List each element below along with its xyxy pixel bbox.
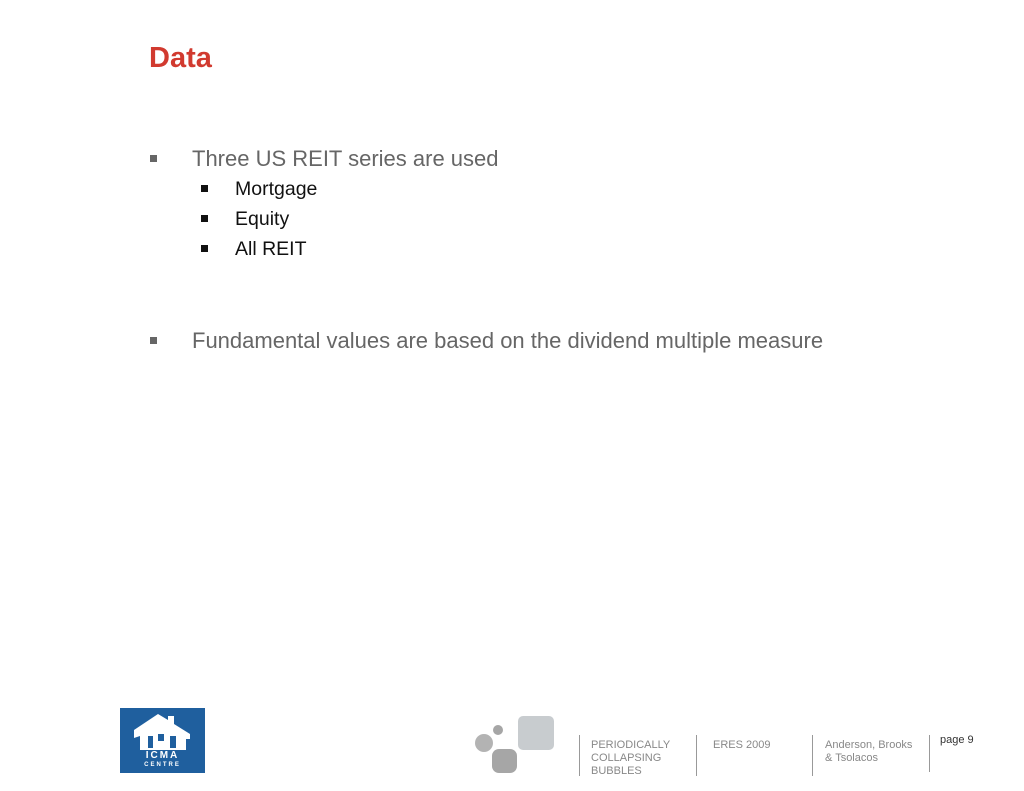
- bullet-list: [149, 144, 969, 356]
- footer-topic-line: BUBBLES: [591, 765, 642, 777]
- sub-bullet-text: Equity: [235, 208, 290, 230]
- footer-divider: [929, 735, 930, 772]
- building-icon: [120, 708, 205, 753]
- footer-divider: [696, 735, 697, 776]
- footer-divider: [812, 735, 813, 776]
- footer-authors: [825, 739, 912, 765]
- footer-authors-line: Anderson, Brooks: [825, 739, 913, 751]
- logo-text: ICMA: [145, 750, 180, 761]
- footer-divider: [579, 735, 580, 776]
- footer-topic: [591, 739, 670, 778]
- sub-bullet-text: Mortgage: [235, 178, 318, 200]
- page-number: page 9: [940, 734, 974, 746]
- sub-bullet-item: [149, 234, 969, 264]
- sub-bullet-item: [149, 204, 969, 234]
- bullet-text: Three US REIT series are used: [192, 146, 499, 171]
- square-bullet-icon: [201, 215, 208, 222]
- decorative-circles-icon: [474, 715, 556, 775]
- square-bullet-icon: [201, 245, 208, 252]
- icma-centre-logo: [120, 708, 205, 773]
- slide-title: Data: [149, 42, 212, 74]
- footer-topic-line: PERIODICALLY: [591, 739, 671, 751]
- bullet-item: [149, 326, 969, 356]
- logo-subtext: CENTRE: [144, 762, 181, 768]
- bullet-text: Fundamental values are based on the dividend multiple measure: [192, 328, 824, 353]
- footer-conference: ERES 2009: [713, 739, 771, 751]
- square-bullet-icon: [150, 155, 157, 162]
- sub-bullet-text: All REIT: [235, 238, 307, 260]
- bullet-item: [149, 144, 969, 174]
- footer-topic-line: COLLAPSING: [591, 752, 662, 764]
- square-bullet-icon: [150, 337, 157, 344]
- square-bullet-icon: [201, 185, 208, 192]
- footer-authors-line: & Tsolacos: [825, 752, 878, 764]
- sub-bullet-item: [149, 174, 969, 204]
